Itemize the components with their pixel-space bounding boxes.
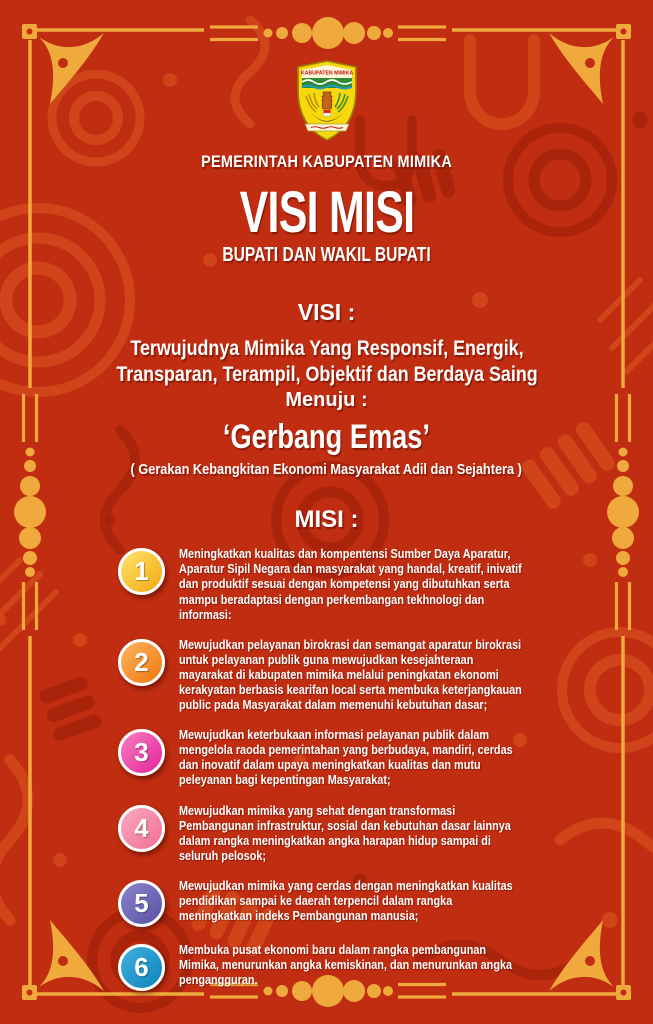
slogan: ‘Gerbang Emas’ <box>222 418 431 457</box>
visi-heading: VISI : <box>297 299 356 325</box>
misi-badge-6: 6 <box>118 944 165 991</box>
misi-item-text: Membuka pusat ekonomi baru dalam rangka pembangunan Mimika, menurunkan angka kemiskinan, dan menurunkan angka pengangguran. <box>179 941 513 988</box>
misi-item-text: Mewujudkan mimika yang sehat dengan transformasi Pembangunan infrastruktur, sosial dan kebutuhan dasar lainnya dalam rangka meningkatkan angka harapan hidup sampai di seluruh pelosok; <box>179 802 511 863</box>
org-name: PEMERINTAH KABUPATEN MIMIKA <box>201 152 452 171</box>
misi-item-text: Mewujudkan mimika yang cerdas dengan meningkatkan kualitas pendidikan sampai ke daerah terpencil dalam rangka meningkatkan indeks Pembangunan manusia; <box>179 877 513 924</box>
logo-banner-text: KABUPATEN MIMIKA <box>300 70 353 77</box>
page-subtitle: BUPATI DAN WAKIL BUPATI <box>222 244 431 266</box>
misi-badge-4: 4 <box>118 805 165 852</box>
misi-item-3 <box>118 727 653 787</box>
misi-item-5 <box>118 878 653 927</box>
misi-heading: MISI : <box>294 506 359 534</box>
misi-item-4 <box>118 803 653 863</box>
misi-badge-2: 2 <box>118 639 165 686</box>
misi-item-text: Mewujudkan keterbukaan informasi pelayanan publik dalam mengelola raoda pemerintahan yang berbudaya, mandiri, cerdas dan inovatif dalam upaya meningkatkan kualitas dan mutu peleyanan bagi kepentingan Masyarakat; <box>179 727 513 788</box>
misi-list <box>0 546 653 991</box>
misi-badge-1: 1 <box>118 548 165 595</box>
menuju-label: Menuju : <box>285 389 368 412</box>
misi-item-text: Mewujudkan pelayanan birokrasi dan semangat aparatur birokrasi untuk pelayanan publik guna mewujudkan kesejahteraan mayarakat di kabupaten mimika melalui peningkatan ekonomi kerakyatan berbasis kearifan local serta membuka keterjangkauan public pada Masyarakat dalam memenuhi kebutuhan dasar; <box>179 636 522 713</box>
misi-badge-5: 5 <box>118 880 165 927</box>
mimika-shield-icon <box>292 60 362 142</box>
misi-badge-3: 3 <box>118 729 165 776</box>
coat-of-arms <box>0 0 653 142</box>
slogan-expansion: ( Gerakan Kebangkitan Ekonomi Masyarakat Adil dan Sejahtera ) <box>130 461 523 479</box>
misi-item-1 <box>118 546 653 621</box>
misi-item-2 <box>118 637 653 712</box>
misi-item-text: Meningkatkan kualitas dan kompentensi Sumber Daya Aparatur, Aparatur Sipil Negara dan masyarakat yang handal, kreatif, inivatif dan produktif sesuai dengan kompetensi yang dibutuhkan serta mampu beradaptasi dengan perkembangan tekhnologi dan informasi: <box>179 546 522 622</box>
visi-text: Terwujudnya Mimika Yang Responsif, Energik, Transparan, Terampil, Objektif dan Berdaya Saing <box>115 337 538 386</box>
page-title: VISI MISI <box>239 180 414 245</box>
misi-item-6 <box>118 942 653 991</box>
